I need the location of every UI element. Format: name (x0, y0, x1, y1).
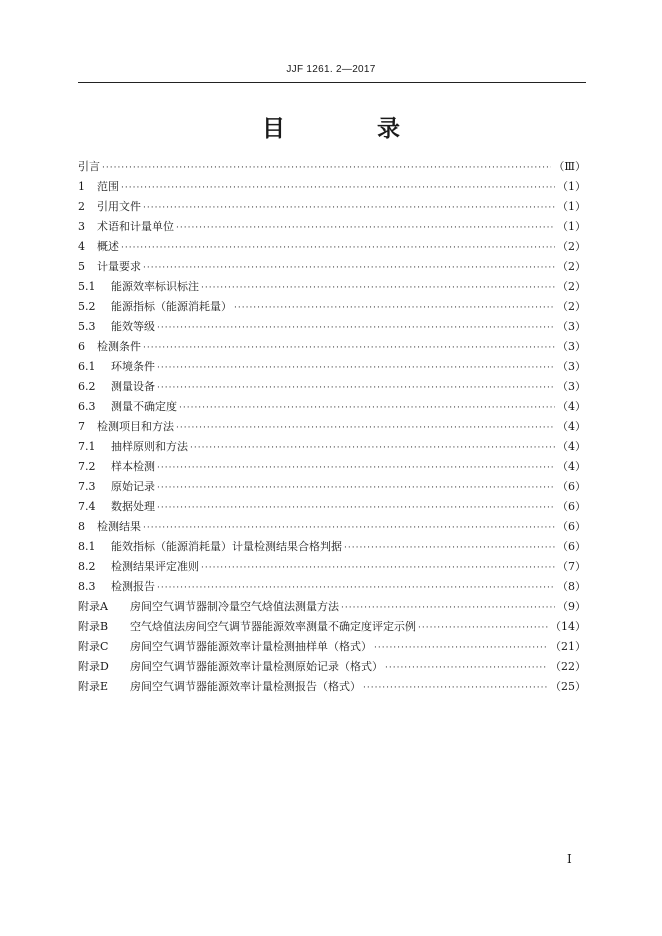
toc-dot-leader (157, 483, 555, 497)
toc-entry-page: （4） (557, 460, 586, 473)
toc-entry-label: 计量要求 (97, 260, 141, 273)
toc-entry-number: 5 (78, 260, 85, 273)
toc-entry-label: 测量不确定度 (111, 400, 177, 413)
toc-entry-label: 检测项目和方法 (97, 420, 174, 433)
toc-entry-number: 6.2 (78, 380, 96, 393)
toc-entry-label: 能源效率标识标注 (111, 280, 199, 293)
toc-entry-page: （22） (550, 660, 586, 673)
toc-entry-number: 5.2 (78, 300, 96, 313)
toc-entry-number: 附录D (78, 660, 109, 673)
toc-entry-label: 房间空气调节器能源效率计量检测报告（格式） (130, 680, 361, 693)
page-title: 目 录 (261, 115, 442, 142)
toc-dot-leader (143, 263, 555, 277)
toc-entry-label: 术语和计量单位 (97, 220, 174, 233)
toc-entry-number: 附录B (78, 620, 109, 633)
header-divider (78, 82, 586, 83)
toc-dot-leader (363, 683, 548, 697)
toc-entry-number: 附录E (78, 680, 109, 693)
toc-entry-page: （9） (557, 600, 586, 613)
toc-entry-number: 7.3 (78, 480, 96, 493)
toc-entry-number: 4 (78, 240, 85, 253)
toc-entry-label: 范围 (97, 180, 119, 193)
toc-entry-page: （2） (557, 240, 586, 253)
toc-entry[interactable] (78, 398, 586, 418)
toc-entry-label: 房间空气调节器能源效率计量检测抽样单（格式） (130, 640, 372, 653)
toc-dot-leader (190, 443, 555, 457)
toc-entry-page: （1） (557, 220, 586, 233)
toc-entry[interactable] (78, 158, 586, 178)
toc-dot-leader (157, 363, 555, 377)
toc-entry[interactable] (78, 618, 586, 638)
toc-entry-number: 附录A (78, 600, 108, 613)
toc-entry-label: 测量设备 (111, 380, 155, 393)
toc-entry[interactable] (78, 238, 586, 258)
toc-dot-leader (176, 423, 555, 437)
toc-entry-page: （3） (557, 320, 586, 333)
toc-entry-page: （21） (550, 640, 586, 653)
toc-entry-number: 6 (78, 340, 85, 353)
toc-entry-label: 检测结果 (97, 520, 141, 533)
toc-entry-label: 数据处理 (111, 500, 155, 513)
toc-entry-number: 8.3 (78, 580, 96, 593)
toc-entry-page: （6） (557, 520, 586, 533)
toc-entry[interactable] (78, 378, 586, 398)
toc-entry[interactable] (78, 438, 586, 458)
toc-entry-number: 7 (78, 420, 85, 433)
toc-dot-leader (157, 583, 555, 597)
toc-dot-leader (201, 563, 555, 577)
toc-entry-label: 引言 (78, 160, 100, 173)
toc-entry-label: 样本检测 (111, 460, 155, 473)
table-of-contents (78, 158, 586, 698)
toc-entry[interactable] (78, 178, 586, 198)
toc-entry[interactable] (78, 458, 586, 478)
toc-entry-label: 能源指标（能源消耗量） (111, 300, 232, 313)
toc-entry[interactable] (78, 538, 586, 558)
toc-entry-number: 2 (78, 200, 85, 213)
toc-entry-number: 7.4 (78, 500, 96, 513)
toc-entry-page: （1） (557, 200, 586, 213)
toc-entry-page: （3） (557, 380, 586, 393)
toc-entry-page: （2） (557, 280, 586, 293)
toc-entry-label: 能效等级 (111, 320, 155, 333)
toc-entry-page: （14） (550, 620, 586, 633)
toc-dot-leader (374, 643, 548, 657)
toc-entry-label: 原始记录 (111, 480, 155, 493)
toc-entry[interactable] (78, 358, 586, 378)
toc-entry[interactable] (78, 518, 586, 538)
toc-entry-number: 5.3 (78, 320, 96, 333)
toc-dot-leader (344, 543, 555, 557)
toc-entry[interactable] (78, 558, 586, 578)
toc-entry[interactable] (78, 418, 586, 438)
toc-dot-leader (121, 243, 555, 257)
toc-entry-number: 7.2 (78, 460, 96, 473)
toc-entry-page: （6） (557, 540, 586, 553)
toc-entry-number: 7.1 (78, 440, 96, 453)
toc-entry-page: （6） (557, 480, 586, 493)
toc-dot-leader (157, 463, 555, 477)
toc-entry-label: 房间空气调节器能源效率计量检测原始记录（格式） (130, 660, 383, 673)
toc-entry-number: 6.3 (78, 400, 96, 413)
toc-entry-number: 8 (78, 520, 85, 533)
toc-entry-page: （3） (557, 360, 586, 373)
toc-dot-leader (157, 503, 555, 517)
toc-dot-leader (341, 603, 555, 617)
toc-entry-number: 6.1 (78, 360, 96, 373)
toc-entry-number: 3 (78, 220, 85, 233)
toc-entry[interactable] (78, 598, 586, 618)
toc-dot-leader (234, 303, 555, 317)
toc-entry[interactable] (78, 318, 586, 338)
toc-entry-page: （Ⅲ） (553, 160, 586, 173)
toc-entry-label: 能效指标（能源消耗量）计量检测结果合格判据 (111, 540, 342, 553)
toc-dot-leader (385, 663, 548, 677)
toc-entry-label: 房间空气调节器制冷量空气焓值法测量方法 (130, 600, 339, 613)
toc-entry-label: 检测条件 (97, 340, 141, 353)
toc-entry[interactable] (78, 498, 586, 518)
toc-entry[interactable] (78, 478, 586, 498)
toc-entry-number: 5.1 (78, 280, 96, 293)
toc-dot-leader (201, 283, 555, 297)
toc-entry[interactable] (78, 278, 586, 298)
toc-dot-leader (157, 323, 555, 337)
toc-entry[interactable] (78, 198, 586, 218)
toc-entry[interactable] (78, 298, 586, 318)
toc-entry[interactable] (78, 578, 586, 598)
toc-entry-label: 环境条件 (111, 360, 155, 373)
toc-entry-page: （3） (557, 340, 586, 353)
toc-entry-label: 引用文件 (97, 200, 141, 213)
toc-entry-label: 抽样原则和方法 (111, 440, 188, 453)
toc-entry-label: 空气焓值法房间空气调节器能源效率测量不确定度评定示例 (130, 620, 416, 633)
toc-entry-page: （6） (557, 500, 586, 513)
toc-entry-number: 附录C (78, 640, 109, 653)
toc-dot-leader (143, 343, 555, 357)
toc-dot-leader (102, 163, 551, 177)
toc-entry-number: 1 (78, 180, 85, 193)
toc-entry[interactable] (78, 338, 586, 358)
toc-dot-leader (121, 183, 555, 197)
toc-entry[interactable] (78, 658, 586, 678)
toc-entry-label: 概述 (97, 240, 119, 253)
toc-entry-page: （4） (557, 400, 586, 413)
toc-dot-leader (143, 523, 555, 537)
toc-entry-number: 8.1 (78, 540, 96, 553)
toc-entry[interactable] (78, 218, 586, 238)
toc-entry-page: （4） (557, 440, 586, 453)
toc-entry[interactable] (78, 258, 586, 278)
toc-dot-leader (143, 203, 555, 217)
toc-dot-leader (418, 623, 548, 637)
toc-entry[interactable] (78, 638, 586, 658)
toc-dot-leader (176, 223, 555, 237)
toc-dot-leader (179, 403, 555, 417)
toc-entry-page: （2） (557, 260, 586, 273)
toc-entry-page: （2） (557, 300, 586, 313)
toc-entry-number: 8.2 (78, 560, 96, 573)
page-number: I (567, 852, 572, 866)
toc-entry-label: 检测报告 (111, 580, 155, 593)
standard-code-header: JJF 1261. 2—2017 (286, 64, 376, 75)
toc-entry-page: （25） (550, 680, 586, 693)
toc-entry-label: 检测结果评定准则 (111, 560, 199, 573)
toc-entry-page: （4） (557, 420, 586, 433)
toc-dot-leader (157, 383, 555, 397)
toc-entry[interactable] (78, 678, 586, 698)
toc-entry-page: （1） (557, 180, 586, 193)
toc-entry-page: （8） (557, 580, 586, 593)
toc-entry-page: （7） (557, 560, 586, 573)
